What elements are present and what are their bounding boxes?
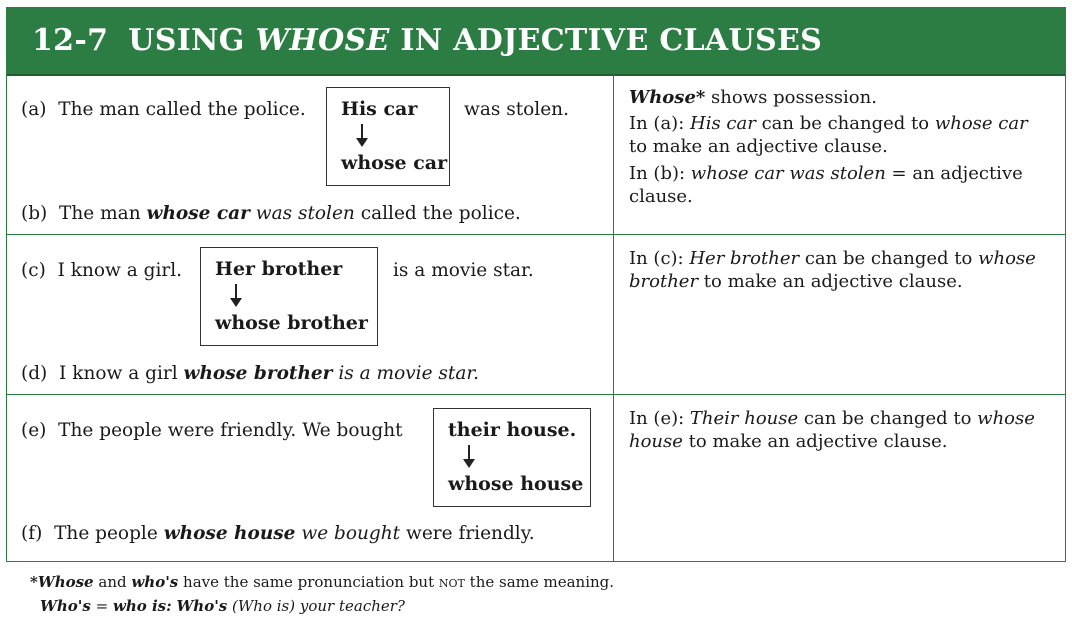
transform-box-c xyxy=(200,247,378,346)
note-row3-line2: house to make an adjective clause. xyxy=(629,431,948,452)
grammar-table xyxy=(6,74,1066,562)
arrowhead-icon xyxy=(356,138,368,147)
chart-number: 12-7 xyxy=(32,23,109,58)
chart-title xyxy=(32,7,822,74)
note-row1-line2: In (a): His car can be changed to whose car xyxy=(629,113,1028,134)
row-divider xyxy=(7,234,1065,235)
note-row1-line5: clause. xyxy=(629,186,693,207)
note-row1-line4: In (b): whose car was stolen = an adjective xyxy=(629,163,1023,184)
box-bottom-text: whose house xyxy=(448,473,584,495)
chart-header-banner xyxy=(6,7,1066,76)
title-suffix: IN ADJECTIVE CLAUSES xyxy=(400,23,823,58)
example-a-after: was stolen. xyxy=(464,99,569,120)
example-f: (f) The people whose house we bought were friendly. xyxy=(21,523,535,544)
note-row2-line1: In (c): Her brother can be changed to whose xyxy=(629,248,1036,269)
note-row1-line1: Whose* shows possession. xyxy=(629,87,877,108)
title-italic: WHOSE xyxy=(255,23,390,58)
box-bottom-text: whose car xyxy=(341,152,448,174)
footnote-line2: Who's = who is: Who's (Who is) your teacher? xyxy=(40,597,405,615)
note-row2-line2: brother to make an adjective clause. xyxy=(629,271,963,292)
row-divider xyxy=(7,394,1065,395)
transform-box-e xyxy=(433,408,591,507)
box-top-text: Her brother xyxy=(215,258,343,280)
note-row3-line1: In (e): Their house can be changed to whose xyxy=(629,408,1035,429)
footnote-line1: *Whose and who's have the same pronunciation but not the same meaning. xyxy=(30,573,615,591)
column-divider xyxy=(613,74,614,561)
example-c: (c) I know a girl. xyxy=(21,260,183,281)
example-a: (a) The man called the police. xyxy=(21,99,306,120)
example-b: (b) The man whose car was stolen called the police. xyxy=(21,203,521,224)
note-row1-line3: to make an adjective clause. xyxy=(629,136,888,157)
box-top-text: His car xyxy=(341,98,418,120)
example-e: (e) The people were friendly. We bought xyxy=(21,420,403,441)
transform-box-a xyxy=(326,87,450,186)
example-d: (d) I know a girl whose brother is a movie star. xyxy=(21,363,480,384)
box-top-text: their house. xyxy=(448,419,577,441)
title-prefix: USING xyxy=(128,23,245,58)
box-bottom-text: whose brother xyxy=(215,312,368,334)
arrowhead-icon xyxy=(230,298,242,307)
arrowhead-icon xyxy=(463,459,475,468)
example-c-after: is a movie star. xyxy=(393,260,534,281)
